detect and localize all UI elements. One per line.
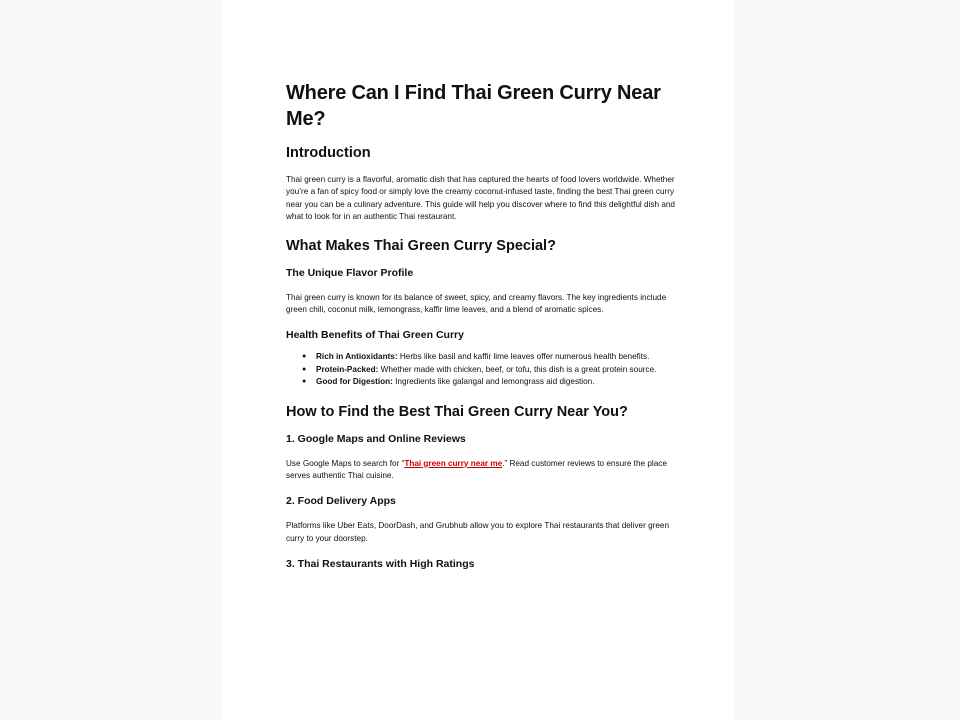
bullet-icon: ● <box>302 378 307 386</box>
list-item-label: Protein-Packed: <box>316 364 379 374</box>
list-item <box>302 364 676 376</box>
list-item-label: Rich in Antioxidants: <box>316 352 398 362</box>
list-item-text: Whether made with chicken, beef, or tofu, this dish is a great protein source. <box>378 364 657 374</box>
maps-text-before: Use Google Maps to search for “ <box>286 458 405 468</box>
flavor-heading: The Unique Flavor Profile <box>286 266 414 279</box>
list-item-text: Herbs like basil and kaffir lime leaves offer numerous health benefits. <box>397 352 650 362</box>
special-heading: What Makes Thai Green Curry Special? <box>286 237 556 254</box>
bullet-icon: ● <box>302 353 307 361</box>
document-content <box>286 80 676 571</box>
flavor-paragraph: Thai green curry is known for its balance of sweet, spicy, and creamy flavors. The key ingredients include green chili, coconut milk, lemongrass, kaffir lime leaves, and a blend of aromatic spices. <box>286 292 667 315</box>
maps-paragraph <box>286 458 676 483</box>
bullet-icon: ● <box>302 365 307 373</box>
health-heading: Health Benefits of Thai Green Curry <box>286 329 464 342</box>
list-item <box>302 376 676 388</box>
document-page <box>222 0 734 720</box>
list-item <box>302 351 676 363</box>
page-title: Where Can I Find Thai Green Curry Near Me? <box>286 82 661 130</box>
intro-paragraph: Thai green curry is a flavorful, aromatic dish that has captured the hearts of food lovers worldwide. Whether you’re a fan of spicy food or simply love the creamy coconut-infused taste, finding the best Thai green curry near you can be a culinary adventure. This guide will help you discover where to find this delightful dish and what to look for in an authentic Thai restaurant. <box>286 175 675 222</box>
search-link[interactable]: Thai green curry near me <box>404 458 503 468</box>
find-heading: How to Find the Best Thai Green Curry Near You? <box>286 403 628 420</box>
health-benefits-list <box>286 351 676 388</box>
delivery-heading: 2. Food Delivery Apps <box>286 495 396 508</box>
ratings-heading: 3. Thai Restaurants with High Ratings <box>286 558 475 571</box>
delivery-paragraph: Platforms like Uber Eats, DoorDash, and Grubhub allow you to explore Thai restaurants that deliver green curry to your doorstep. <box>286 521 670 543</box>
list-item-text: Ingredients like galangal and lemongrass aid digestion. <box>392 377 595 387</box>
maps-heading: 1. Google Maps and Online Reviews <box>286 432 466 445</box>
list-item-label: Good for Digestion: <box>316 377 393 387</box>
intro-heading: Introduction <box>286 145 371 161</box>
maps-text-after: .” Read customer reviews to ensure the place serves authentic Thai cuisine. <box>286 458 667 481</box>
